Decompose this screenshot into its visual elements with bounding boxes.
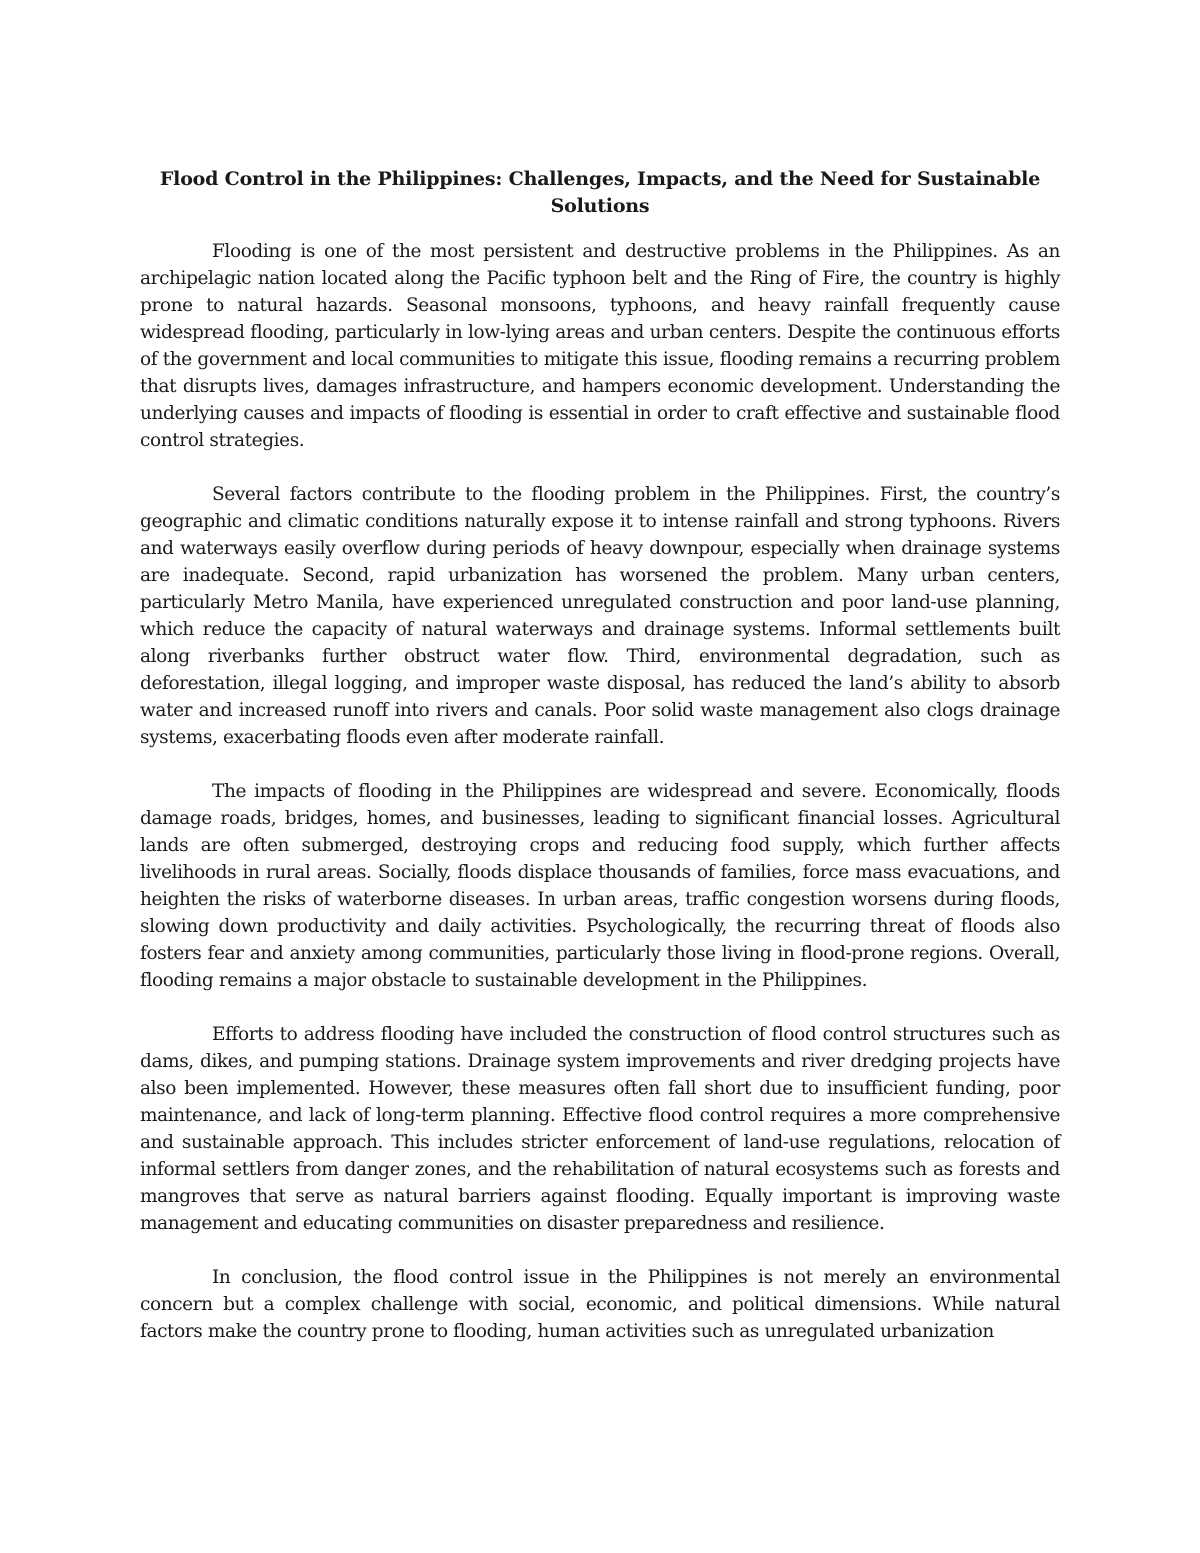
document-body (140, 166, 1060, 1345)
paragraph-causes: Several factors contribute to the flooding problem in the Philippines. First, the country’s geographic and climatic conditions naturally expose it to intense rainfall and strong typhoons. Rivers and waterways easily overflow during periods of heavy downpour, especially when drainage systems are inadequate. Second, rapid urbanization has worsened the problem. Many urban centers, particularly Metro Manila, have experienced unregulated construction and poor land-use planning, which reduce the capacity of natural waterways and drainage systems. Informal settlements built along riverbanks further obstruct water flow. Third, environmental degradation, such as deforestation, illegal logging, and improper waste disposal, has reduced the land’s ability to absorb water and increased runoff into rivers and canals. Poor solid waste management also clogs drainage systems, exacerbating floods even after moderate rainfall. (140, 484, 1060, 748)
paragraph-impacts: The impacts of flooding in the Philippines are widespread and severe. Economically, floods damage roads, bridges, homes, and businesses, leading to significant financial losses. Agricultural lands are often submerged, destroying crops and reducing food supply, which further affects livelihoods in rural areas. Socially, floods displace thousands of families, force mass evacuations, and heighten the risks of waterborne diseases. In urban areas, traffic congestion worsens during floods, slowing down productivity and daily activities. Psychologically, the recurring threat of floods also fosters fear and anxiety among communities, particularly those living in flood-prone regions. Overall, flooding remains a major obstacle to sustainable development in the Philippines. (140, 781, 1060, 991)
document-title: Flood Control in the Philippines: Challenges, Impacts, and the Need for Sustainable Solutions (159, 168, 1041, 217)
paragraph-conclusion: In conclusion, the flood control issue in the Philippines is not merely an environmental concern but a complex challenge with social, economic, and political dimensions. While natural factors make the country prone to flooding, human activities such as unregulated urbanization (140, 1267, 1060, 1342)
paragraph-introduction: Flooding is one of the most persistent and destructive problems in the Philippines. As an archipelagic nation located along the Pacific typhoon belt and the Ring of Fire, the country is highly prone to natural hazards. Seasonal monsoons, typhoons, and heavy rainfall frequently cause widespread flooding, particularly in low-lying areas and urban centers. Despite the continuous efforts of the government and local communities to mitigate this issue, flooding remains a recurring problem that disrupts lives, damages infrastructure, and hampers economic development. Understanding the underlying causes and impacts of flooding is essential in order to craft effective and sustainable flood control strategies. (140, 241, 1060, 451)
paragraph-efforts: Efforts to address flooding have included the construction of flood control structures such as dams, dikes, and pumping stations. Drainage system improvements and river dredging projects have also been implemented. However, these measures often fall short due to insufficient funding, poor maintenance, and lack of long-term planning. Effective flood control requires a more comprehensive and sustainable approach. This includes stricter enforcement of land-use regulations, relocation of informal settlers from danger zones, and the rehabilitation of natural ecosystems such as forests and mangroves that serve as natural barriers against flooding. Equally important is improving waste management and educating communities on disaster preparedness and resilience. (140, 1024, 1060, 1234)
